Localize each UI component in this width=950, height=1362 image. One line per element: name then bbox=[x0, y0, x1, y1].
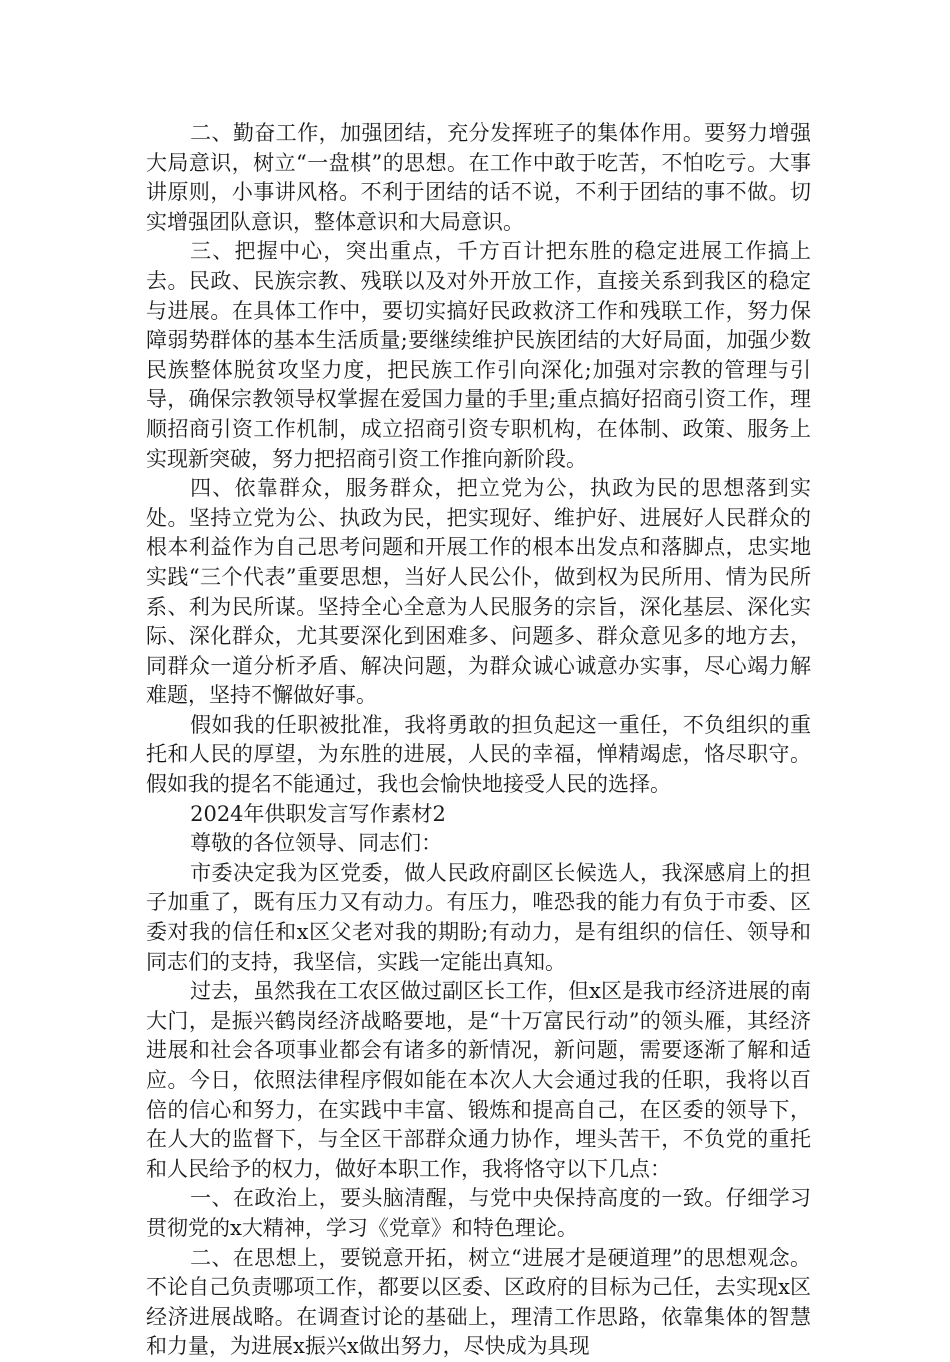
paragraph-ideological: 二、在思想上，要锐意开拓，树立“进展才是硬道理”的思想观念。不论自己负责哪项工作，都要以区委、区政府的目标为己任，去实现x区经济进展战略。在调查讨论的基础上，理清工作思路，依靠集体的智慧和力量，为进展x振兴x做出努力，尽快成为具现 bbox=[146, 1245, 811, 1359]
salutation: 尊敬的各位领导、同志们： bbox=[190, 831, 443, 856]
paragraph-closing-pledge: 假如我的任职被批准，我将勇敢的担负起这一重任，不负组织的重托和人民的厚望，为东胜的进展，人民的幸福，惮精竭虑，恪尽职守。假如我的提名不能通过，我也会愉快地接受人民的选择。 bbox=[146, 712, 811, 797]
paragraph-nomination: 市委决定我为区党委，做人民政府副区长候选人，我深感肩上的担子加重了，既有压力又有动力。有压力，唯恐我的能力有负于市委、区委对我的信任和x区父老对我的期盼;有动力，是有组织的信任、领导和同志们的支持，我坚信，实践一定能出真知。 bbox=[146, 860, 811, 974]
paragraph-background: 过去，虽然我在工农区做过副区长工作，但x区是我市经济进展的南大门，是振兴鹤岗经济战略要地，是“十万富民行动”的领头雁，其经济进展和社会各项事业都会有诸多的新情况，新问题，需要逐渐了解和适应。今日，依照法律程序假如能在本次人大会通过我的任职，我将以百倍的信心和努力，在实践中丰富、锻炼和提高自己，在区委的领导下，在人大的监督下，与全区干部群众通力协作，埋头苦干，不负党的重托和人民给予的权力，做好本职工作，我将恪守以下几点： bbox=[146, 979, 811, 1181]
paragraph-political: 一、在政治上，要头脑清醒，与党中央保持高度的一致。仔细学习贯彻党的x大精神，学习《党章》和特色理论。 bbox=[146, 1186, 811, 1240]
paragraph-work-unity: 二、勤奋工作，加强团结，充分发挥班子的集体作用。要努力增强大局意识，树立“一盘棋”的思想。在工作中敢于吃苦，不怕吃亏。大事讲原则，小事讲风格。不利于团结的话不说，不利于团结的事不做。切实增强团队意识，整体意识和大局意识。 bbox=[146, 121, 811, 234]
section-title: 2024年供职发言写作素材2 bbox=[190, 801, 446, 826]
document-body bbox=[146, 119, 811, 1362]
paragraph-focus-center: 三、把握中心，突出重点，千方百计把东胜的稳定进展工作搞上去。民政、民族宗教、残联以及对外开放工作，直接关系到我区的稳定与进展。在具体工作中，要切实搞好民政救济工作和残联工作，努力保障弱势群体的基本生活质量;要继续维护民族团结的大好局面，加强少数民族整体脱贫攻坚力度，把民族工作引向深化;加强对宗教的管理与引导，确保宗教领导权掌握在爱国力量的手里;重点搞好招商引资工作，理顺招商引资工作机制，成立招商引资专职机构，在体制、政策、服务上实现新突破，努力把招商引资工作推向新阶段。 bbox=[146, 239, 811, 471]
paragraph-serve-masses: 四、依靠群众，服务群众，把立党为公，执政为民的思想落到实处。坚持立党为公、执政为民，把实现好、维护好、进展好人民群众的根本利益作为自己思考问题和开展工作的根本出发点和落脚点，忠实地实践“三个代表”重要思想，当好人民公仆，做到权为民所用、情为民所系、利为民所谋。坚持全心全意为人民服务的宗旨，深化基层、深化实际、深化群众，尤其要深化到困难多、问题多、群众意见多的地方去，同群众一道分析矛盾、解决问题，为群众诚心诚意办实事，尽心竭力解难题，坚持不懈做好事。 bbox=[146, 476, 811, 708]
